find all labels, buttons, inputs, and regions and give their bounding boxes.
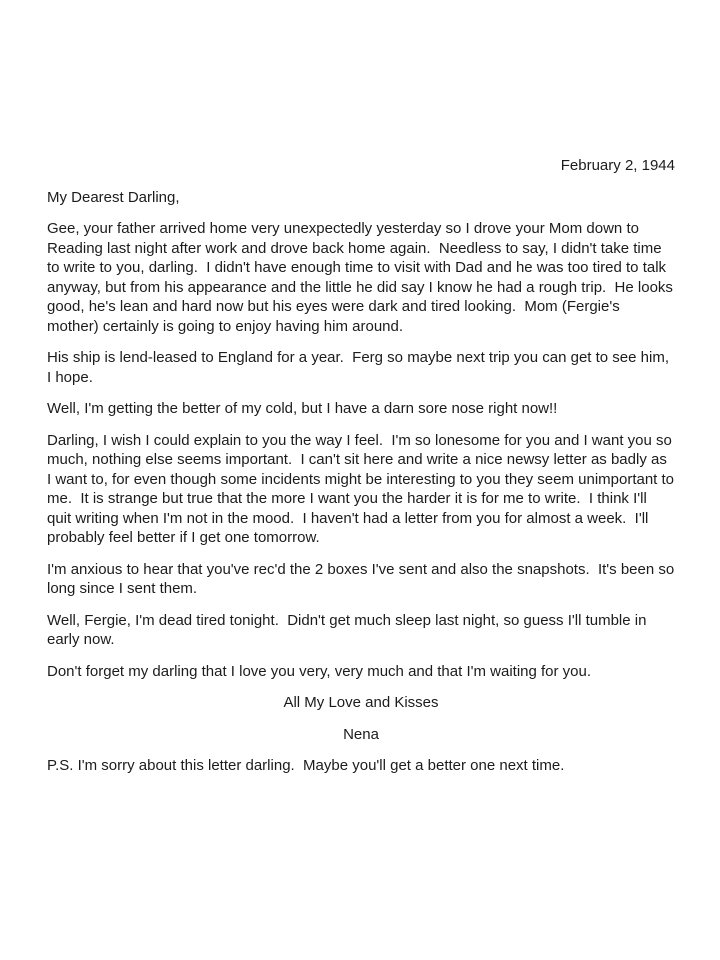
- signature: Nena: [343, 725, 379, 743]
- letter-paragraph: Well, I'm getting the better of my cold, but I have a darn sore nose right now!!: [47, 400, 558, 417]
- letter-paragraph: His ship is lend-leased to England for a year. Ferg so maybe next trip you can get to see him, I hope.: [47, 349, 674, 386]
- letter-paragraph: I'm anxious to hear that you've rec'd the 2 boxes I've sent and also the snapshots. It's been so long since I sent them.: [47, 560, 679, 597]
- postscript: P.S. I'm sorry about this letter darling. Maybe you'll get a better one next time.: [47, 757, 565, 774]
- letter-paragraph: Don't forget my darling that I love you very, very much and that I'm waiting for you.: [47, 662, 592, 680]
- closing: All My Love and Kisses: [283, 694, 439, 711]
- salutation: My Dearest Darling,: [47, 188, 180, 206]
- letter-body: [47, 156, 679, 776]
- letter-date: February 2, 1944: [560, 157, 675, 174]
- letter-paragraph: Well, Fergie, I'm dead tired tonight. Didn't get much sleep last night, so guess I'll tumble in early now.: [47, 611, 651, 648]
- letter-paragraph: Darling, I wish I could explain to you the way I feel. I'm so lonesome for you and I want you so much, nothing else seems important. I can't sit here and write a nice newsy letter as badly as I want to, for even though some incidents might be interesting to you they seem unimportant to me. It is strange but true that the more I want you the harder it is for me to write. I think I'll quit writing when I'm not in the mood. I haven't had a letter from you for almost a week. I'll probably feel better if I get one tomorrow.: [47, 431, 679, 546]
- letter-paragraph: Gee, your father arrived home very unexpectedly yesterday so I drove your Mom down to Reading last night after work and drove back home again. Needless to say, I didn't take time to write to you, darling. I didn't have enough time to visit with Dad and he was too tired to talk anyway, but from his appearance and the little he did say I know he had a rough trip. He looks good, he's lean and hard now but his eyes were dark and tired looking. Mom (Fergie's mother) certainly is going to enjoy having him around.: [47, 220, 678, 335]
